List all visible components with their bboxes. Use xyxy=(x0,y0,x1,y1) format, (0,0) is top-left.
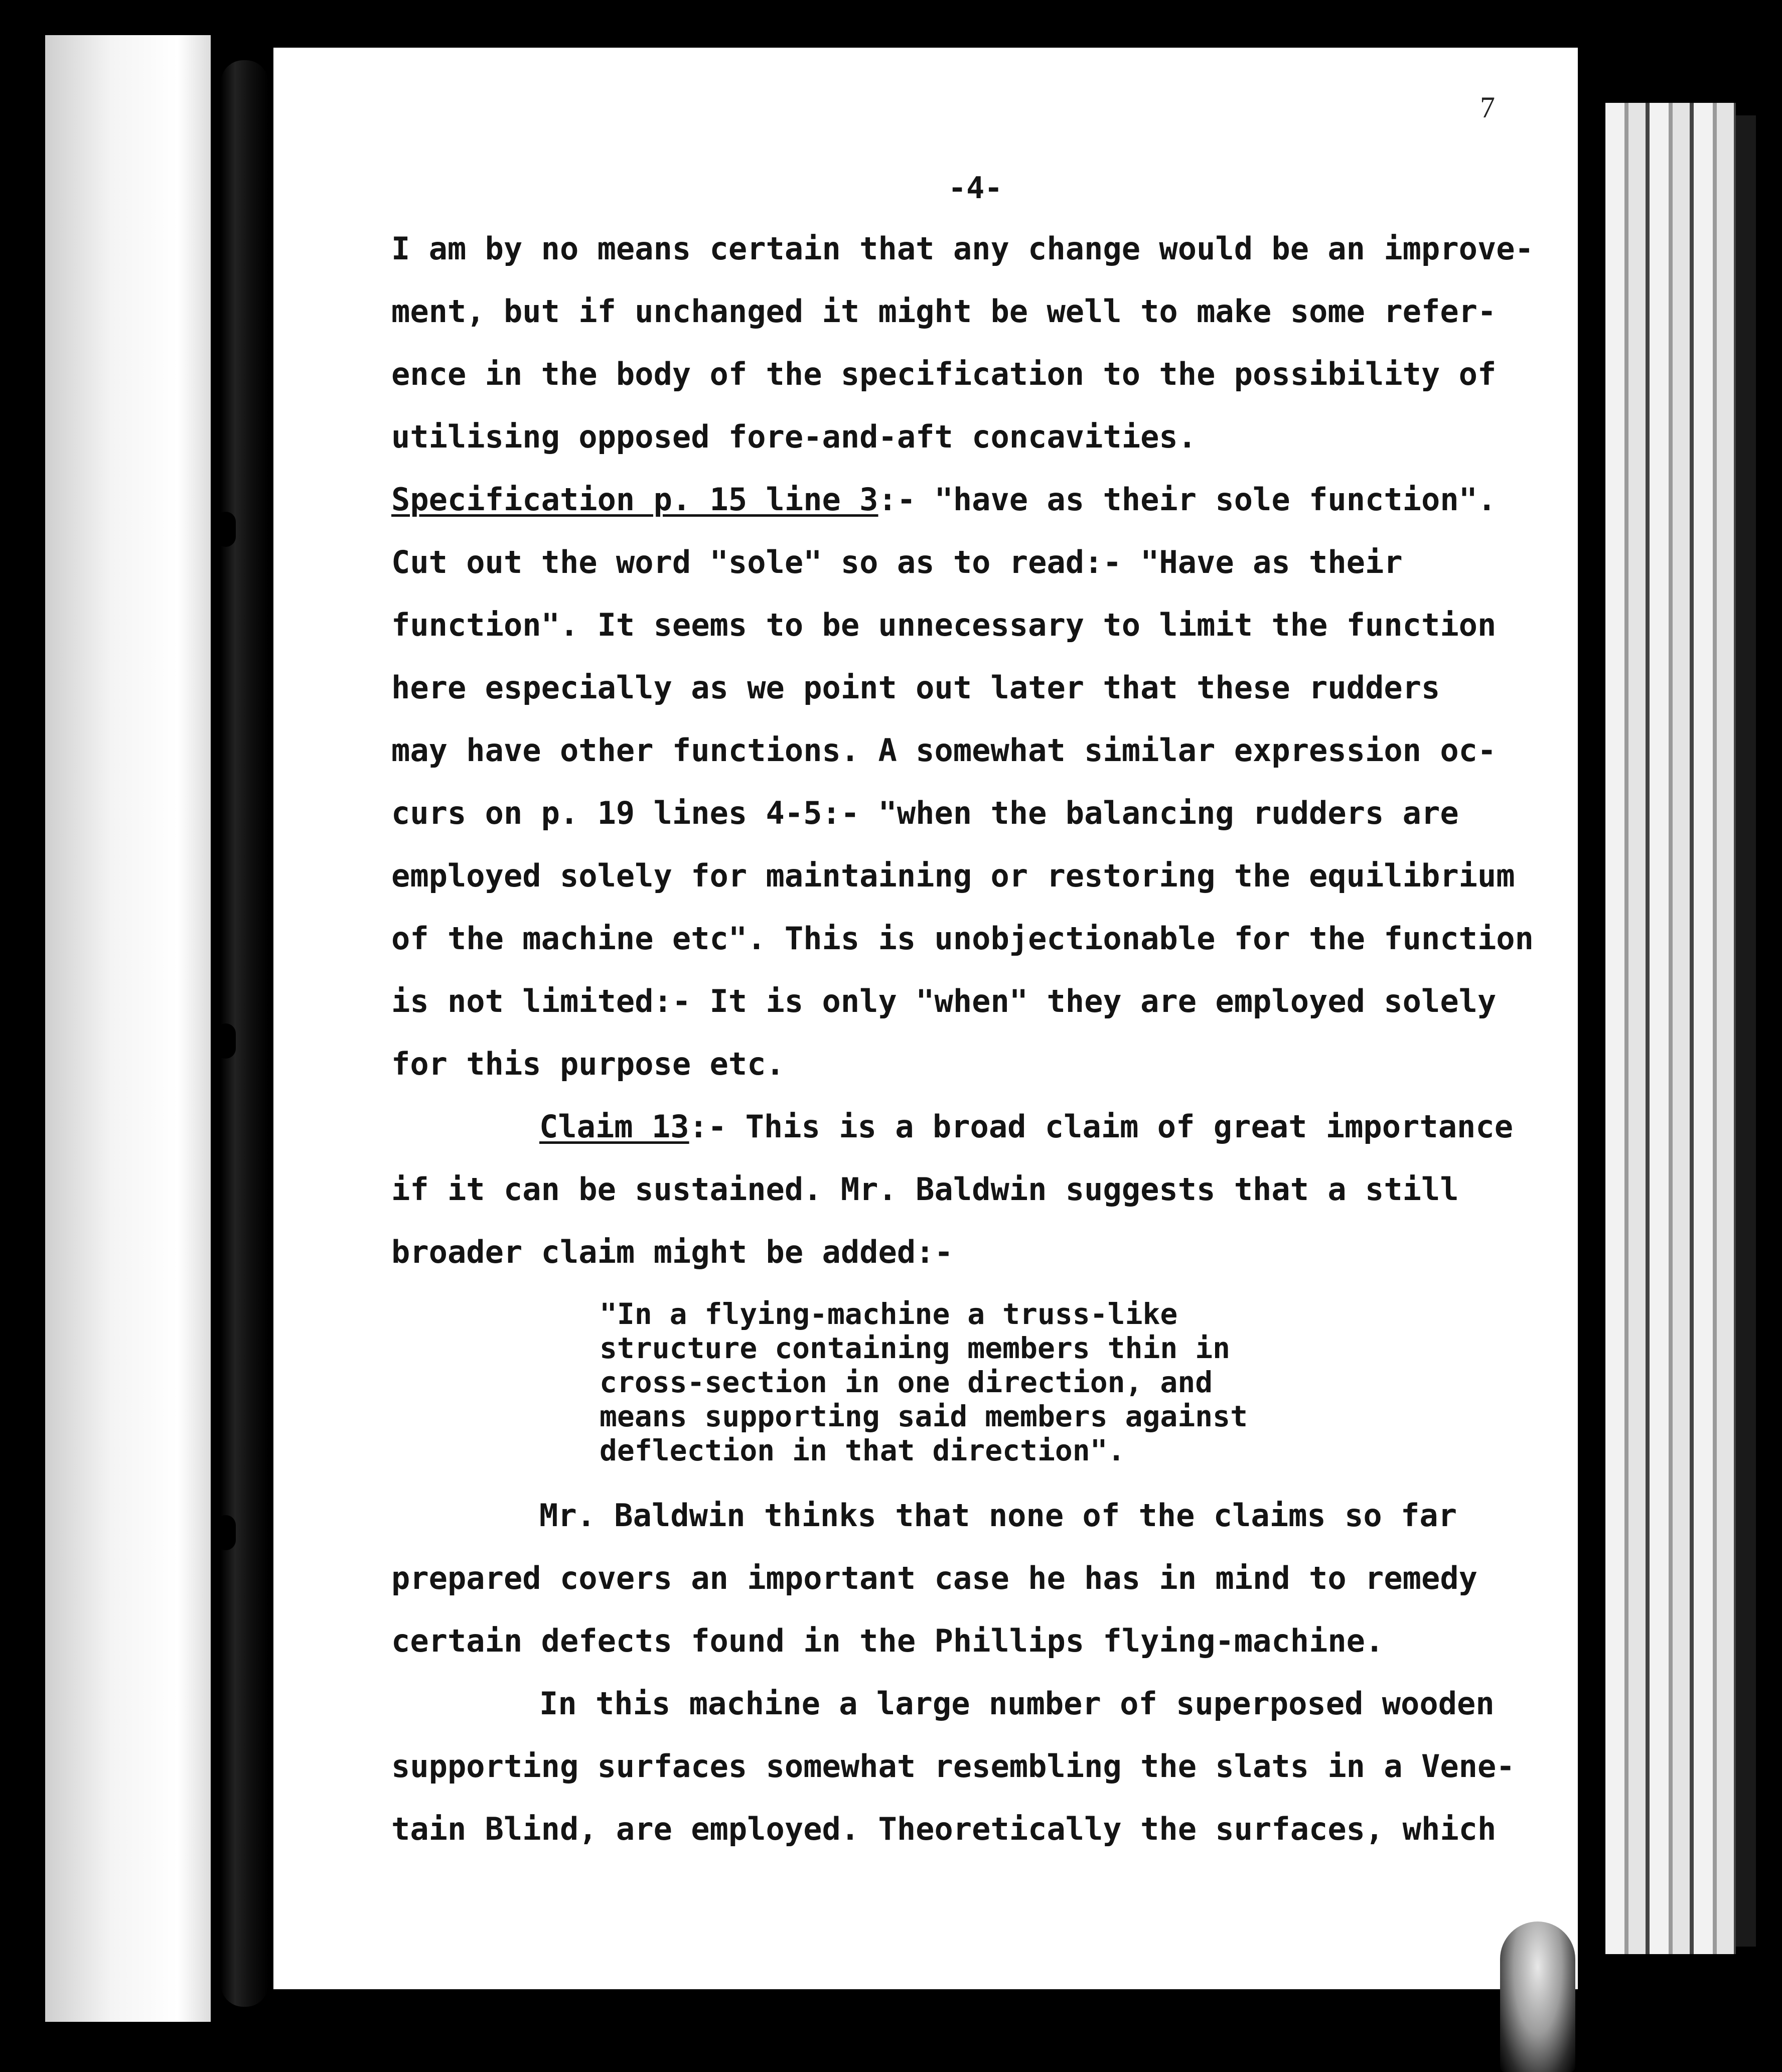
left-page-strip xyxy=(45,35,211,2022)
section-heading: Claim 13 xyxy=(539,1108,689,1145)
quote-line: means supporting said members against xyxy=(600,1399,1248,1433)
text-line: curs on p. 19 lines 4-5:- "when the balancing rudders are xyxy=(391,795,1459,831)
quote-line: "In a flying-machine a truss-like xyxy=(600,1297,1178,1331)
section-heading: Specification p. 15 line 3 xyxy=(391,481,878,518)
text-line xyxy=(391,481,1497,518)
text-line: tain Blind, are employed. Theoretically the surfaces, which xyxy=(391,1811,1497,1847)
binding-knob xyxy=(216,1515,236,1550)
folio-number: 7 xyxy=(1480,91,1495,124)
text-line: is not limited:- It is only "when" they are employed solely xyxy=(391,983,1497,1019)
pen-tip xyxy=(1500,1921,1575,2072)
text-line: function". It seems to be unnecessary to limit the function xyxy=(391,607,1497,643)
text-line: In this machine a large number of superposed wooden xyxy=(539,1685,1495,1722)
binding-knob xyxy=(216,1023,236,1059)
text-run: :- "have as their sole function". xyxy=(878,481,1497,518)
text-line: for this purpose etc. xyxy=(391,1046,785,1082)
quote-line: deflection in that direction". xyxy=(600,1433,1125,1467)
text-line: Mr. Baldwin thinks that none of the claims so far xyxy=(539,1497,1457,1534)
text-line: of the machine etc". This is unobjectionable for the function xyxy=(391,920,1534,957)
text-line: ment, but if unchanged it might be well to make some refer- xyxy=(391,293,1497,330)
binding-gutter xyxy=(221,60,268,2007)
text-line: here especially as we point out later that these rudders xyxy=(391,669,1440,706)
text-line: may have other functions. A somewhat similar expression oc- xyxy=(391,732,1497,769)
quote-line: cross-section in one direction, and xyxy=(600,1365,1213,1399)
text-line: Cut out the word "sole" so as to read:- "Have as their xyxy=(391,544,1403,580)
text-line xyxy=(539,1108,1514,1145)
text-line: utilising opposed fore-and-aft concavities. xyxy=(391,418,1197,455)
text-line: broader claim might be added:- xyxy=(391,1234,953,1270)
text-line: if it can be sustained. Mr. Baldwin suggests that a still xyxy=(391,1171,1459,1208)
text-line: I am by no means certain that any change would be an improve- xyxy=(391,230,1534,267)
binding-knob xyxy=(216,512,236,547)
text-line: employed solely for maintaining or restoring the equilibrium xyxy=(391,857,1515,894)
quote-line: structure containing members thin in xyxy=(600,1331,1231,1365)
text-line: ence in the body of the specification to the possibility of xyxy=(391,356,1497,392)
text-run: :- This is a broad claim of great importance xyxy=(689,1108,1514,1145)
text-line: certain defects found in the Phillips flying-machine. xyxy=(391,1622,1384,1659)
book-cover-edge xyxy=(1736,115,1756,1947)
page-edges xyxy=(1605,103,1736,1954)
text-line: supporting surfaces somewhat resembling the slats in a Vene- xyxy=(391,1748,1515,1785)
page-marker: -4- xyxy=(948,171,1003,206)
text-line: prepared covers an important case he has in mind to remedy xyxy=(391,1560,1477,1596)
